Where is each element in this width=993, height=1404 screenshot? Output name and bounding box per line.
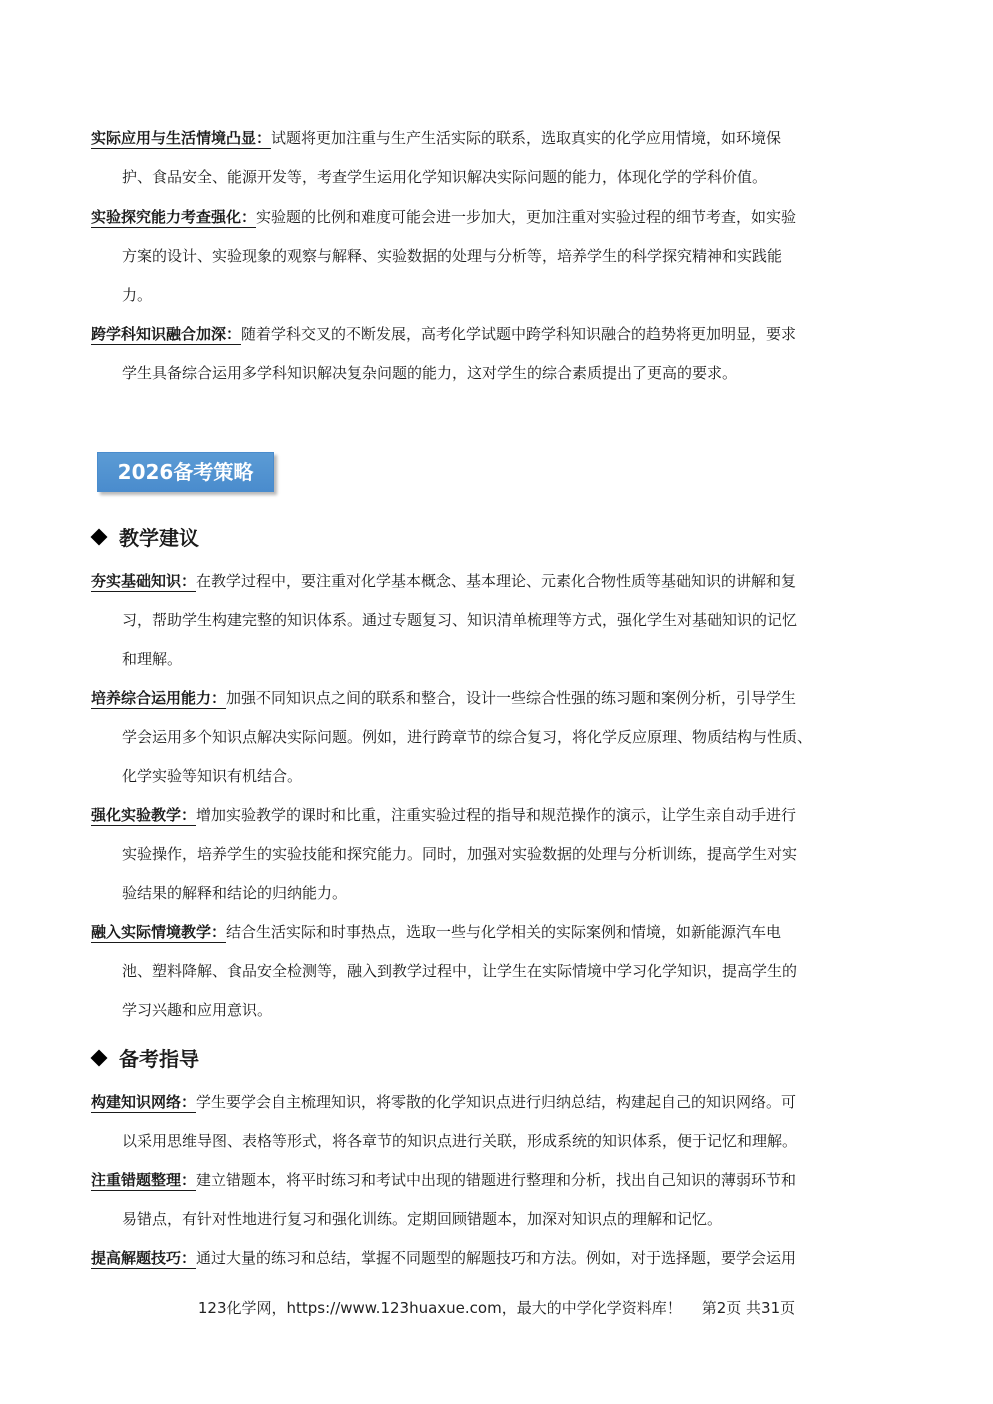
section-title-banner: 2026备考策略 [97, 452, 274, 492]
heading-text: 教学建议 [119, 526, 199, 550]
term-label: 培养综合运用能力： [91, 689, 227, 707]
paragraph-text: 以采用思维导图、表格等形式，将各章节的知识点进行关联，形成系统的知识体系，便于记忆和理解。 [122, 1132, 798, 1150]
footer-page-number: 第2页 共31页 [701, 1299, 796, 1317]
paragraph-text: 结合生活实际和时事热点，选取一些与化学相关的实际案例和情境，如新能源汽车电 [226, 923, 782, 941]
paragraph-text: 和理解。 [122, 650, 183, 668]
paragraph-text: 随着学科交叉的不断发展，高考化学试题中跨学科知识融合的趋势将更加明显，要求 [241, 325, 797, 343]
guidance-item-1 [91, 1083, 906, 1161]
paragraph-text: 验结果的解释和结论的归纳能力。 [122, 884, 348, 902]
heading-text: 备考指导 [119, 1047, 199, 1071]
paragraph-text: 实验操作，培养学生的实验技能和探究能力。同时，加强对实验数据的处理与分析训练，提高学生对实 [122, 845, 798, 863]
paragraph-text: 增加实验教学的课时和比重，注重实验过程的指导和规范操作的演示，让学生亲自动手进行 [196, 806, 797, 824]
paragraph-text: 加强不同知识点之间的联系和整合，设计一些综合性强的练习题和案例分析，引导学生 [226, 689, 797, 707]
paragraph-text: 建立错题本，将平时练习和考试中出现的错题进行整理和分析，找出自己知识的薄弱环节和 [196, 1171, 797, 1189]
teaching-item-4 [91, 913, 906, 1030]
paragraph-text: 方案的设计、实验现象的观察与解释、实验数据的处理与分析等，培养学生的科学探究精神和实践能 [122, 247, 783, 265]
paragraph-text: 力。 [122, 286, 153, 304]
paragraph-text: 学生具备综合运用多学科知识解决复杂问题的能力，这对学生的综合素质提出了更高的要求。 [122, 364, 738, 382]
term-label: 实际应用与生活情境凸显： [91, 129, 272, 147]
guidance-item-3 [91, 1239, 906, 1278]
term-label: 实验探究能力考查强化： [91, 208, 257, 226]
paragraph-text: 学习兴趣和应用意识。 [122, 1001, 273, 1019]
paragraph-text: 试题将更加注重与生产生活实际的联系，选取真实的化学应用情境，如环境保 [271, 129, 782, 147]
term-label: 注重错题整理： [91, 1171, 197, 1189]
paragraph-text: 化学实验等知识有机结合。 [122, 767, 303, 785]
paragraph-text: 易错点，有针对性地进行复习和强化训练。定期回顾错题本，加深对知识点的理解和记忆。 [122, 1210, 723, 1228]
intro-paragraph-3 [91, 315, 906, 393]
guidance-heading [91, 1043, 199, 1072]
footer-site-text: 123化学网，https://www.123huaxue.com，最大的中学化学资料库！ [197, 1299, 682, 1317]
teaching-item-3 [91, 796, 906, 913]
paragraph-text: 护、食品安全、能源开发等，考查学生运用化学知识解决实际问题的能力，体现化学的学科价值。 [122, 168, 768, 186]
term-label: 提高解题技巧： [91, 1249, 197, 1267]
paragraph-text: 学生要学会自主梳理知识，将零散的化学知识点进行归纳总结，构建起自己的知识网络。可 [196, 1093, 797, 1111]
teaching-item-2 [91, 679, 906, 796]
teaching-heading [91, 522, 199, 551]
intro-paragraph-1 [91, 119, 906, 197]
term-label: 夯实基础知识： [91, 572, 197, 590]
page-footer [0, 1297, 993, 1318]
diamond-bullet-icon [91, 1049, 108, 1066]
term-label: 构建知识网络： [91, 1093, 197, 1111]
diamond-bullet-icon [91, 528, 108, 545]
term-label: 融入实际情境教学： [91, 923, 227, 941]
term-label: 强化实验教学： [91, 806, 197, 824]
paragraph-text: 实验题的比例和难度可能会进一步加大，更加注重对实验过程的细节考查，如实验 [256, 208, 797, 226]
intro-paragraph-2 [91, 198, 906, 315]
paragraph-text: 学会运用多个知识点解决实际问题。例如，进行跨章节的综合复习，将化学反应原理、物质结构与性质、 [122, 728, 813, 746]
guidance-item-2 [91, 1161, 906, 1239]
paragraph-text: 池、塑料降解、食品安全检测等，融入到教学过程中，让学生在实际情境中学习化学知识，提高学生的 [122, 962, 798, 980]
term-label: 跨学科知识融合加深： [91, 325, 242, 343]
paragraph-text: 通过大量的练习和总结，掌握不同题型的解题技巧和方法。例如，对于选择题，要学会运用 [196, 1249, 797, 1267]
paragraph-text: 习，帮助学生构建完整的知识体系。通过专题复习、知识清单梳理等方式，强化学生对基础知识的记忆 [122, 611, 798, 629]
teaching-item-1 [91, 562, 906, 679]
paragraph-text: 在教学过程中，要注重对化学基本概念、基本理论、元素化合物性质等基础知识的讲解和复 [196, 572, 797, 590]
